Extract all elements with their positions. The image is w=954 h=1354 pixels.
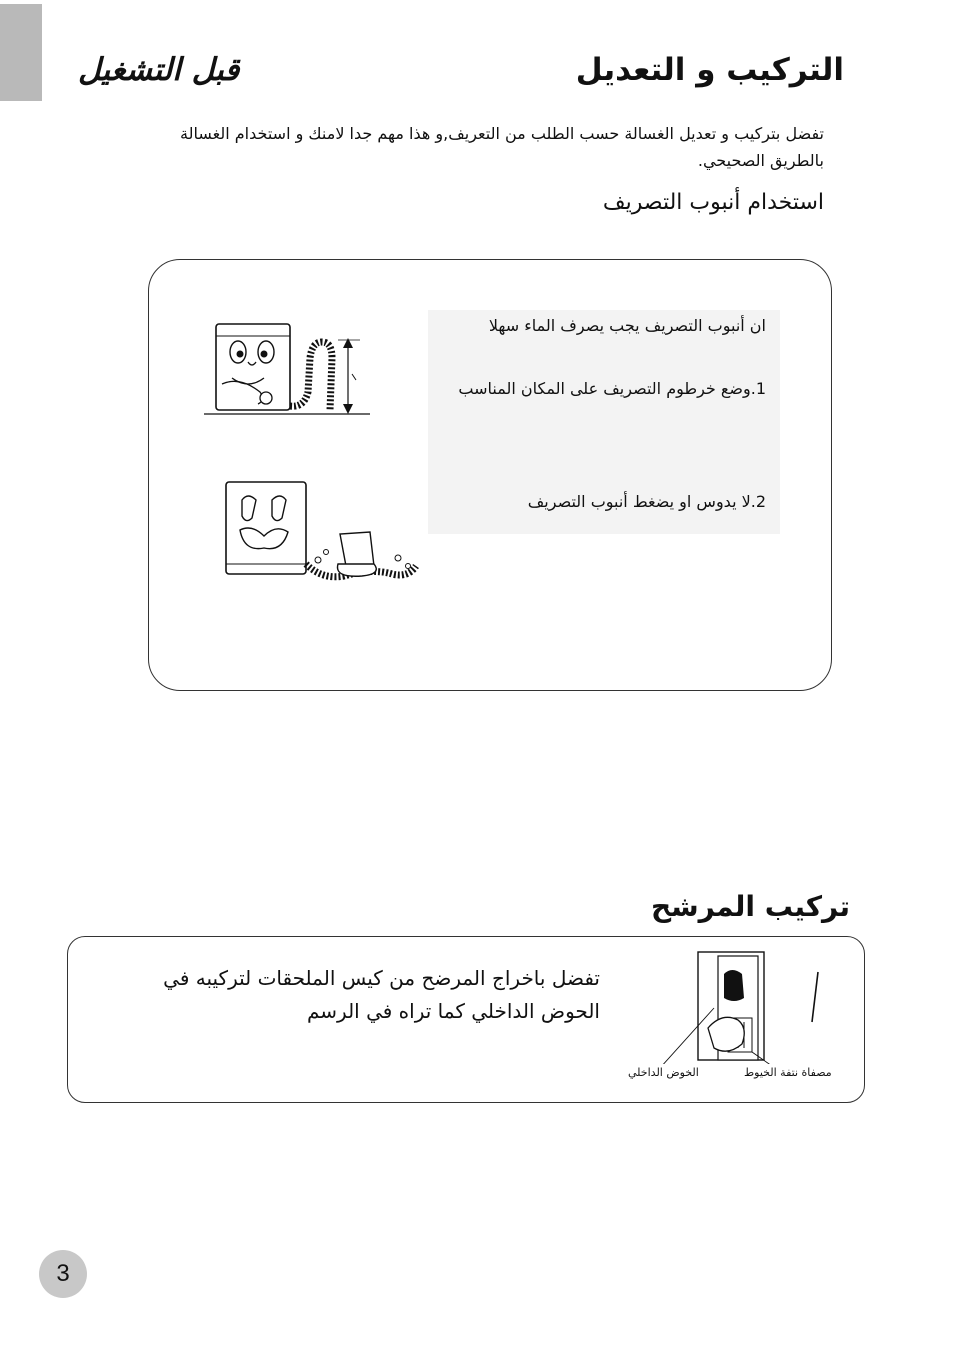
inner-drum-caption: الخوض الداخلي	[628, 1066, 699, 1079]
section-heading-filter: تركيب المرشح	[650, 890, 850, 923]
intro-line-2: بالطريق الصحيحي.	[697, 151, 824, 170]
lint-filter-caption: مصفاة نتفة الخيوط	[744, 1066, 832, 1079]
note-drain-flow: ان أنبوب التصريف يجب يصرف الماء سهلا	[488, 316, 766, 335]
filter-instructions	[140, 962, 600, 1028]
side-tab	[0, 4, 42, 101]
note-hose-placement: 1.وضع خرطوم التصريف على المكان المناسب	[458, 379, 766, 398]
intro-line-1: تفضل بتركيب و تعديل الغسالة حسب الطلب من التعريف,و هذا مهم جدا لامنك و استخدام الغسالة	[180, 124, 824, 143]
filter-instructions-line-1: تفضل باخراج المرضح من كيس الملحقات لتركيبه في	[163, 966, 600, 990]
note-do-not-step: 2.لا يدوس او يضغط أنبوب التصريف	[527, 492, 766, 511]
filter-installation-illustration	[652, 948, 832, 1064]
section-heading-drain-hose: استخدام أنبوب التصريف	[602, 190, 824, 215]
chapter-title: قبل التشغيل	[78, 52, 240, 88]
page-number: 3	[39, 1250, 87, 1298]
drain-hose-notes-panel	[428, 310, 780, 534]
washer-hose-stepped-illustration	[222, 478, 422, 592]
intro-paragraph	[104, 120, 824, 174]
washer-drain-height-illustration	[200, 318, 376, 418]
filter-instructions-line-2: الحوض الداخلي كما تراه في الرسم	[306, 999, 600, 1023]
page-title: التركيب و التعديل	[575, 52, 844, 88]
